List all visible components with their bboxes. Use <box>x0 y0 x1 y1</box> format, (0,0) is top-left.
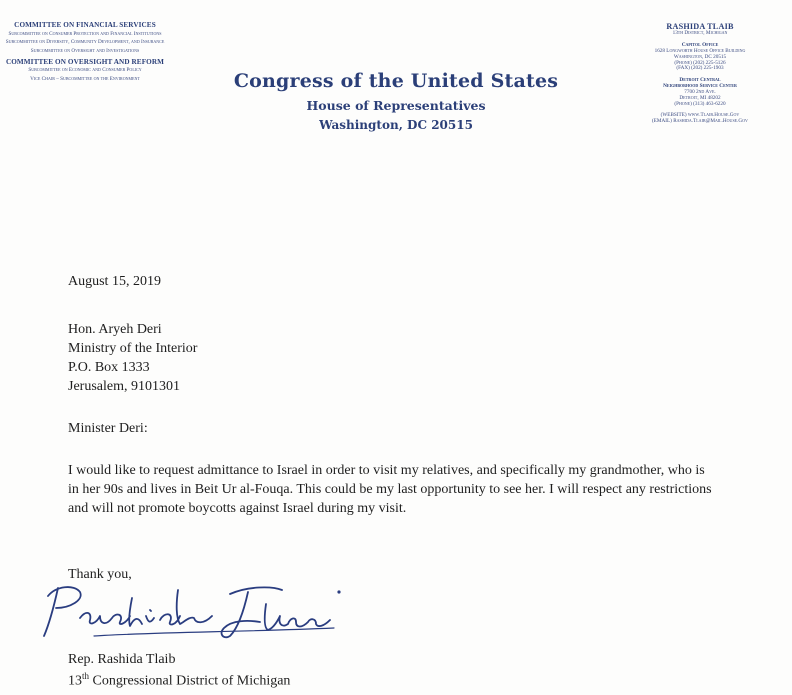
district-number: 13 <box>68 673 82 689</box>
handwritten-signature <box>34 578 354 646</box>
closing: Thank you, <box>68 567 132 582</box>
capitol-fax: (FAX) (202) 225-1903 <box>676 65 724 72</box>
district-ordinal-suffix: th <box>82 671 90 681</box>
letterhead-title <box>210 72 582 132</box>
capitol-phone: (Phone) (202) 225-5126 <box>674 59 726 66</box>
vice-chair-environment: Vice Chair – Subcommittee on the Environment <box>30 75 140 82</box>
committee-financial-services: COMMITTEE ON FINANCIAL SERVICES <box>14 21 156 29</box>
detroit-heading-1: Detroit Central <box>679 77 721 84</box>
member-name: RASHIDA TLAIB <box>666 22 734 31</box>
recipient-city: Jerusalem, 9101301 <box>68 379 180 394</box>
signer-district-line <box>68 668 728 690</box>
subcommittee-consumer-protection: Subcommittee on Consumer Protection and Financial Institutions <box>8 30 162 37</box>
recipient-name: Hon. Aryeh Deri <box>68 322 162 337</box>
subcommittee-economic-policy: Subcommittee on Economic and Consumer Policy <box>28 67 142 74</box>
signer-name: Rep. Rashida Tlaib <box>68 652 176 667</box>
recipient-po-box: P.O. Box 1333 <box>68 360 150 375</box>
capitol-address-2: Washington, DC 20515 <box>673 53 727 60</box>
capitol-office-heading: Capitol Office <box>681 42 719 48</box>
house-title: House of Representatives <box>306 97 486 113</box>
committee-oversight-reform: COMMITTEE ON OVERSIGHT AND REFORM <box>5 57 165 66</box>
congress-title: Congress of the United States <box>233 70 559 92</box>
detroit-phone: (Phone) (313) 463-6220 <box>674 100 726 107</box>
email: (EMAIL) Rashida.Tlaib@Mail.House.Gov <box>652 118 748 125</box>
detroit-address-2: Detroit, MI 48202 <box>679 94 721 101</box>
letter-body: I would like to request admittance to Israel in order to visit my relatives, and specifically my grandmother, who is in her 90s and lives in Beit Ur al-Fouqa. This could be my last opportunity to see her. I will respect any restrictions and will not promote boycotts against Israel during my visit. <box>68 463 712 516</box>
website: (WEBSITE) www.Tlaib.House.Gov <box>660 112 740 119</box>
subcommittee-diversity: Subcommittee on Diversity, Community Development, and Insurance <box>5 39 165 46</box>
detroit-address-1: 7700 2nd Ave. <box>684 89 716 96</box>
letterhead-member-info <box>616 22 784 125</box>
subcommittee-oversight: Subcommittee on Oversight and Investigations <box>30 47 140 54</box>
detroit-heading-2: Neighborhood Service Center <box>663 83 737 90</box>
capitol-address-1: 1628 Longworth House Office Building <box>654 47 746 54</box>
salutation: Minister Deri: <box>68 421 148 436</box>
letter-date: August 15, 2019 <box>68 274 161 289</box>
signer-district: Congressional District of Michigan <box>89 673 291 689</box>
recipient-address <box>68 320 728 396</box>
washington-address: Washington, DC 20515 <box>319 117 473 132</box>
recipient-org: Ministry of the Interior <box>68 341 198 356</box>
member-district: 13th District, Michigan <box>672 30 728 37</box>
letterhead-committees <box>2 22 168 86</box>
